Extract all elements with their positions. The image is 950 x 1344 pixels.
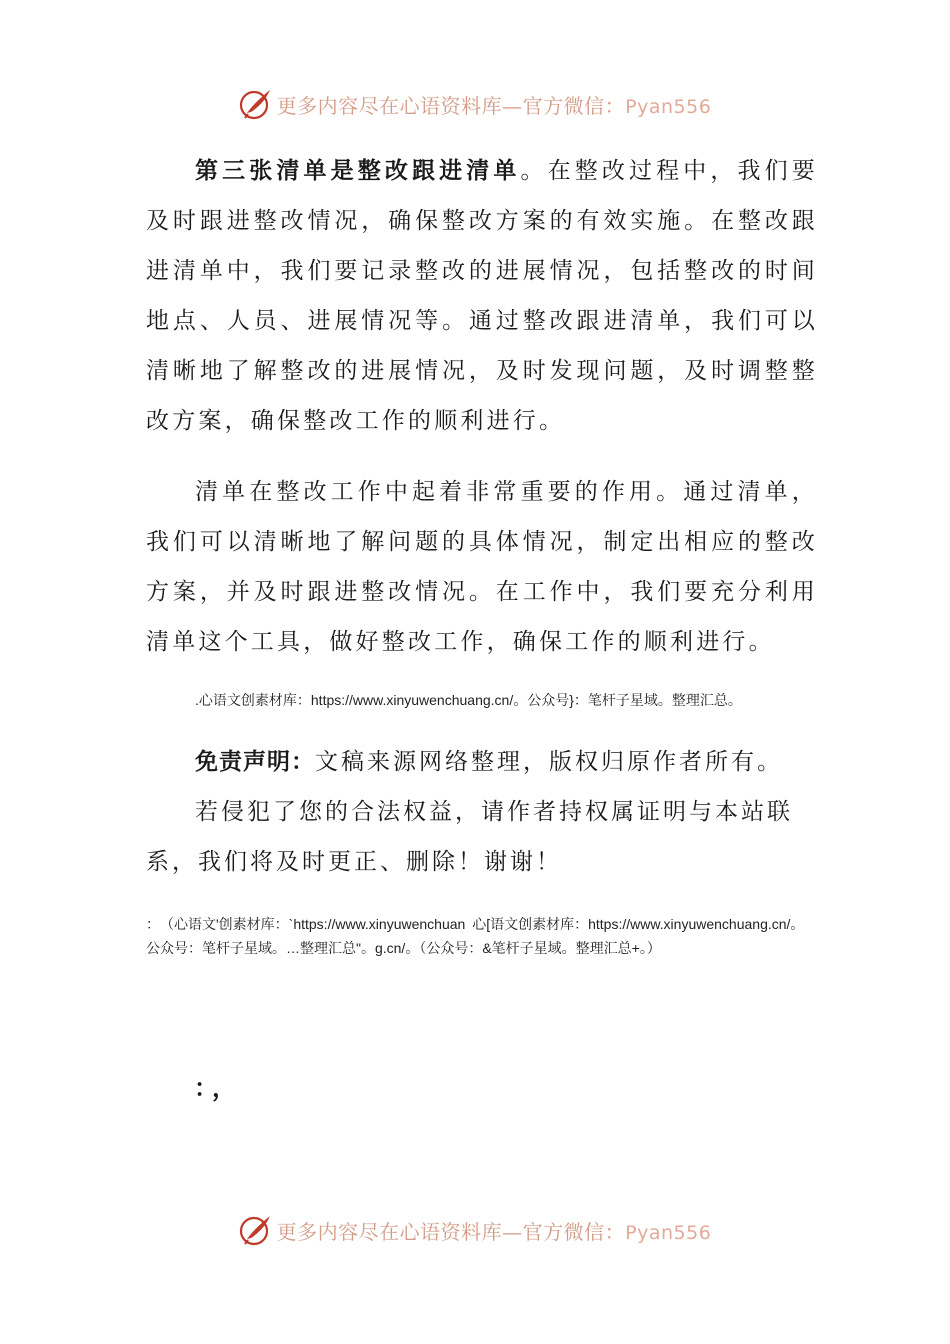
header-banner xyxy=(0,84,950,124)
quill-logo-icon xyxy=(239,1213,273,1247)
disclaimer-label: 免责声明： xyxy=(195,749,315,775)
disclaimer-text-2: 若侵犯了您的合法权益，请作者持权属证明与本站联系，我们将及时更正、删除！谢谢！ xyxy=(146,799,793,875)
paragraph-follow-up-text: 。在整改过程中，我们要及时跟进整改情况，确保整改方案的有效实施。在整改跟进清单中，我们要记录整改的进展情况，包括整改的时间地点、人员、进展情况等。通过整改跟进清单，我们可以清晰地了解整改的进展情况，及时发现问题，及时调整整改方案，确保整改工作的顺利进行。 xyxy=(146,158,818,434)
header-brand: Pyan556 xyxy=(625,95,712,118)
source-note: .心语文创素材库：https://www.xinyuwenchuang.cn/。公众号}：笔杆子星域。整理汇总。 xyxy=(195,692,742,708)
paragraph-follow-up-checklist xyxy=(146,146,818,446)
paragraph-checklist-importance: 清单在整改工作中起着非常重要的作用。通过清单，我们可以清晰地了解问题的具体情况，制定出相应的整改方案，并及时跟进整改情况。在工作中，我们要充分利用清单这个工具，做好整改工作，确保工作的顺利进行。 xyxy=(146,479,818,655)
garbled-source-note: ： （心语文'创素材库：`https://www.xinyuwenchuan 心[语文创素材库：https://www.xinyuwenchuang.cn/。公众号：笔杆子星域。…整理汇总"。g.cn/。（公众号：&笔杆子星域。整理汇总+。） xyxy=(146,916,805,956)
disclaimer-block xyxy=(146,737,818,887)
stray-punctuation: ：， xyxy=(194,1074,242,1102)
footer-brand: Pyan556 xyxy=(625,1221,712,1244)
footer-banner-text: 更多内容尽在心语资料库—官方微信：Pyan556 xyxy=(276,1219,712,1244)
footer-banner xyxy=(0,1210,950,1250)
header-banner-text: 更多内容尽在心语资料库—官方微信：Pyan556 xyxy=(276,93,712,118)
quill-logo-icon xyxy=(239,87,273,121)
disclaimer-text: 文稿来源网络整理，版权归原作者所有。 xyxy=(315,749,783,775)
paragraph-lead-bold: 第三张清单是整改跟进清单 xyxy=(195,158,521,184)
